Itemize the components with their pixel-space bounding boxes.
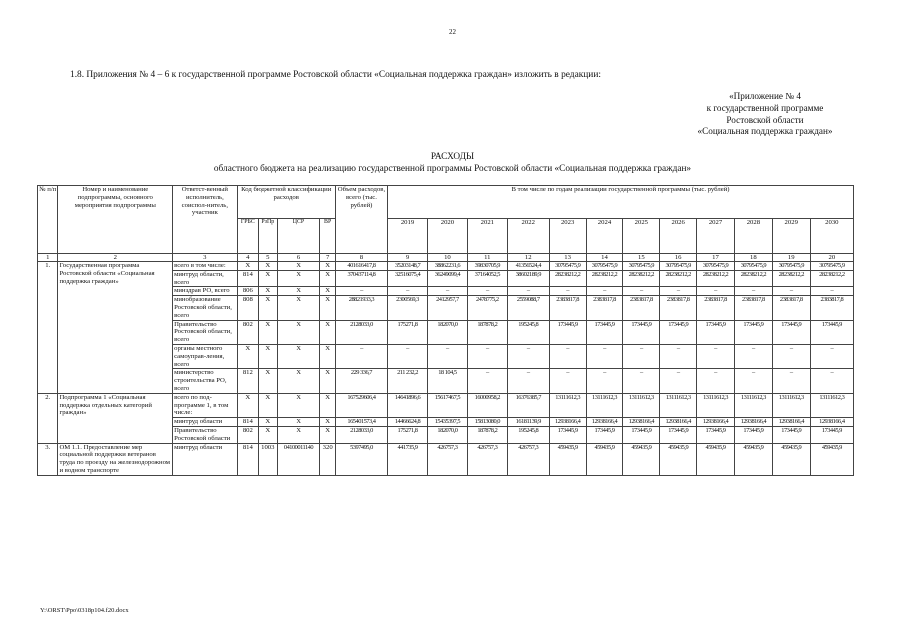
- row-year-value: –: [467, 369, 507, 393]
- row-year-value: –: [697, 369, 735, 393]
- row-total: 229 336,7: [335, 369, 387, 393]
- row-year-value: 173445,9: [549, 426, 586, 443]
- row-year-value: 173445,9: [772, 320, 810, 344]
- row-rzpr: X: [259, 418, 277, 427]
- row-year-value: 187878,2: [467, 320, 507, 344]
- appendix-caption: [640, 91, 890, 138]
- row-csr: X: [277, 262, 320, 271]
- row-number: 3.: [38, 443, 58, 475]
- row-year-value: 2478775,2: [467, 296, 507, 320]
- row-year-value: 2383817,8: [623, 296, 660, 320]
- row-executor: минтруд области: [173, 443, 237, 475]
- column-index: 2: [58, 254, 173, 262]
- row-year-value: 187878,2: [467, 426, 507, 443]
- header-csr: ЦСР: [277, 219, 320, 254]
- row-total: 167529606,4: [335, 393, 387, 417]
- row-year-value: 28238212,2: [586, 270, 623, 287]
- header-total: Объем расходов, всего (тыс. рублей): [335, 186, 387, 254]
- row-executor: всего по под-программе 1, в том числе:: [173, 393, 237, 417]
- row-year-value: 459435,9: [623, 443, 660, 475]
- row-executor: минобразование Ростовской области, всего: [173, 296, 237, 320]
- column-index: 6: [277, 254, 320, 262]
- row-rzpr: X: [259, 393, 277, 417]
- row-executor: минтруд области: [173, 418, 237, 427]
- row-total: 370437114,8: [335, 270, 387, 287]
- row-year-value: –: [623, 369, 660, 393]
- row-vr: X: [320, 270, 335, 287]
- row-year-value: 14466624,8: [388, 418, 428, 427]
- row-rzpr: X: [259, 270, 277, 287]
- row-year-value: 32516075,4: [388, 270, 428, 287]
- column-index: 18: [734, 254, 772, 262]
- row-year-value: 459435,9: [734, 443, 772, 475]
- appendix-line: «Социальная поддержка граждан»: [697, 126, 833, 137]
- row-total: 2128033,0: [335, 320, 387, 344]
- row-year-value: 13111612,3: [549, 393, 586, 417]
- row-year-value: 12938166,4: [660, 418, 697, 427]
- row-year-value: –: [734, 287, 772, 296]
- row-year-value: 195245,8: [507, 320, 549, 344]
- row-year-value: 173445,9: [734, 426, 772, 443]
- row-year-value: –: [734, 344, 772, 368]
- row-csr: X: [277, 418, 320, 427]
- row-year-value: –: [772, 369, 810, 393]
- row-year-value: 28238212,2: [697, 270, 735, 287]
- header-year: 2019: [388, 219, 428, 254]
- row-year-value: –: [586, 287, 623, 296]
- row-year-value: 12938166,4: [549, 418, 586, 427]
- intro-text: 1.8. Приложения № 4 – 6 к государственной программе Ростовской области «Социальная поддержка граждан» изложить в редакции:: [70, 70, 601, 80]
- row-grbs: 814: [237, 418, 258, 427]
- column-index: 11: [467, 254, 507, 262]
- row-year-value: 12938166,4: [697, 418, 735, 427]
- row-year-value: 175271,8: [388, 426, 428, 443]
- table-title: РАСХОДЫ: [430, 152, 475, 162]
- row-year-value: –: [507, 369, 549, 393]
- row-year-value: –: [660, 287, 697, 296]
- row-grbs: 814: [237, 443, 258, 475]
- row-year-value: 13111612,3: [734, 393, 772, 417]
- row-year-value: 173445,9: [660, 320, 697, 344]
- row-year-value: –: [697, 344, 735, 368]
- row-year-value: 459435,9: [772, 443, 810, 475]
- appendix-line: к государственной программе: [706, 102, 824, 113]
- row-year-value: 28238212,2: [772, 270, 810, 287]
- row-year-value: 2383817,8: [810, 296, 853, 320]
- column-index: 14: [586, 254, 623, 262]
- header-code-group: Код бюджетной классификации расходов: [237, 186, 335, 219]
- row-year-value: –: [697, 287, 735, 296]
- row-vr: X: [320, 296, 335, 320]
- row-total: 28821933,3: [335, 296, 387, 320]
- column-index: 5: [259, 254, 277, 262]
- row-csr: X: [277, 287, 320, 296]
- row-number: 2.: [38, 393, 58, 443]
- column-index: 13: [549, 254, 586, 262]
- row-year-value: –: [427, 287, 467, 296]
- row-vr: X: [320, 320, 335, 344]
- row-year-value: 2383817,8: [660, 296, 697, 320]
- row-year-value: 2300569,3: [388, 296, 428, 320]
- row-year-value: 28238212,2: [660, 270, 697, 287]
- row-total: 5397495,0: [335, 443, 387, 475]
- footer-path: Y:\ORST\Ppo\0318p104.f20.docx: [40, 607, 129, 614]
- header-year: 2029: [772, 219, 810, 254]
- row-year-value: 30795475,9: [697, 262, 735, 271]
- row-year-value: 175271,8: [388, 320, 428, 344]
- row-year-value: –: [772, 287, 810, 296]
- row-name: ОМ 1.1. Предоставление мер социальной поддержки ветеранов труда по проезду на железнодорожном и водном транспорте: [58, 443, 173, 475]
- row-csr: X: [277, 426, 320, 443]
- row-vr: X: [320, 369, 335, 393]
- row-year-value: 173445,9: [586, 426, 623, 443]
- row-year-value: 12938166,4: [586, 418, 623, 427]
- row-year-value: 173445,9: [734, 320, 772, 344]
- row-year-value: 30795475,9: [734, 262, 772, 271]
- row-year-value: 459435,9: [810, 443, 853, 475]
- column-index: 8: [335, 254, 387, 262]
- row-year-value: 2383817,8: [586, 296, 623, 320]
- row-year-value: –: [427, 344, 467, 368]
- row-csr: 04100011140: [277, 443, 320, 475]
- row-csr: X: [277, 296, 320, 320]
- row-grbs: 814: [237, 270, 258, 287]
- row-year-value: 173445,9: [586, 320, 623, 344]
- appendix-line: Ростовской области: [726, 114, 804, 125]
- row-year-value: 2559088,7: [507, 296, 549, 320]
- row-year-value: 182070,0: [427, 320, 467, 344]
- header-year: 2024: [586, 219, 623, 254]
- row-year-value: 30795475,9: [772, 262, 810, 271]
- row-year-value: 459435,9: [660, 443, 697, 475]
- row-year-value: –: [772, 344, 810, 368]
- row-year-value: 15435397,5: [427, 418, 467, 427]
- row-csr: X: [277, 393, 320, 417]
- row-csr: X: [277, 270, 320, 287]
- header-rzpr: РзПр: [259, 219, 277, 254]
- row-executor: минздрав РО, всего: [173, 287, 237, 296]
- row-year-value: 426757,3: [507, 443, 549, 475]
- row-executor: Правительство Ростовской области, всего: [173, 320, 237, 344]
- row-year-value: 41356524,4: [507, 262, 549, 271]
- row-year-value: 182070,0: [427, 426, 467, 443]
- row-year-value: 459435,9: [697, 443, 735, 475]
- header-name: Номер и наименование подпрограммы, основного мероприятия подпрограммы: [58, 186, 173, 254]
- row-grbs: 806: [237, 287, 258, 296]
- row-grbs: 808: [237, 296, 258, 320]
- header-executor: Ответст-венный исполнитель, соиспол-нитель, участник: [173, 186, 237, 254]
- row-csr: X: [277, 369, 320, 393]
- row-year-value: 12938166,4: [772, 418, 810, 427]
- row-total: –: [335, 287, 387, 296]
- row-rzpr: X: [259, 262, 277, 271]
- row-vr: X: [320, 426, 335, 443]
- table-row: [38, 262, 854, 271]
- column-index: 16: [660, 254, 697, 262]
- row-grbs: 802: [237, 426, 258, 443]
- header-year: 2020: [427, 219, 467, 254]
- row-year-value: 441735,9: [388, 443, 428, 475]
- row-year-value: 459435,9: [549, 443, 586, 475]
- row-year-value: 173445,9: [810, 426, 853, 443]
- row-rzpr: X: [259, 296, 277, 320]
- column-index: 15: [623, 254, 660, 262]
- row-rzpr: X: [259, 426, 277, 443]
- header-year: 2026: [660, 219, 697, 254]
- row-year-value: –: [660, 369, 697, 393]
- row-year-value: 173445,9: [549, 320, 586, 344]
- row-year-value: 173445,9: [660, 426, 697, 443]
- row-year-value: 173445,9: [697, 426, 735, 443]
- row-executor: органы местного самоуправ-ления, всего: [173, 344, 237, 368]
- row-grbs: X: [237, 262, 258, 271]
- row-year-value: –: [810, 287, 853, 296]
- row-year-value: 13111612,3: [660, 393, 697, 417]
- row-year-value: –: [810, 344, 853, 368]
- row-total: –: [335, 344, 387, 368]
- row-csr: X: [277, 344, 320, 368]
- header-num: № п/п: [38, 186, 58, 254]
- row-year-value: 2412957,7: [427, 296, 467, 320]
- column-index: 17: [697, 254, 735, 262]
- column-index: 10: [427, 254, 467, 262]
- row-year-value: –: [467, 287, 507, 296]
- row-year-value: 173445,9: [623, 426, 660, 443]
- row-year-value: 18 104,5: [427, 369, 467, 393]
- table-subtitle: областного бюджета на реализацию государственной программы Ростовской области «Социальная поддержка граждан»: [213, 164, 692, 174]
- row-year-value: 2383817,8: [697, 296, 735, 320]
- row-year-value: 459435,9: [586, 443, 623, 475]
- row-total: 2128033,0: [335, 426, 387, 443]
- header-year: 2030: [810, 219, 853, 254]
- row-year-value: 173445,9: [697, 320, 735, 344]
- row-year-value: 13111612,3: [772, 393, 810, 417]
- row-year-value: 30795475,9: [549, 262, 586, 271]
- column-index: 12: [507, 254, 549, 262]
- row-grbs: 802: [237, 320, 258, 344]
- row-year-value: 30795475,9: [660, 262, 697, 271]
- row-year-value: 173445,9: [772, 426, 810, 443]
- row-name: Государственная программа Ростовской области «Социальная поддержка граждан»: [58, 262, 173, 394]
- column-index: 20: [810, 254, 853, 262]
- row-year-value: 38602189,9: [507, 270, 549, 287]
- column-index: 1: [38, 254, 58, 262]
- row-number: 1.: [38, 262, 58, 394]
- row-year-value: –: [549, 369, 586, 393]
- row-grbs: X: [237, 344, 258, 368]
- row-rzpr: 1003: [259, 443, 277, 475]
- row-year-value: 30795475,9: [810, 262, 853, 271]
- page-number: 22: [449, 28, 456, 36]
- row-year-value: 195245,8: [507, 426, 549, 443]
- row-grbs: 812: [237, 369, 258, 393]
- header-year: 2025: [623, 219, 660, 254]
- row-year-value: 30795475,9: [623, 262, 660, 271]
- row-year-value: 13111612,3: [586, 393, 623, 417]
- row-year-value: –: [586, 369, 623, 393]
- row-grbs: X: [237, 393, 258, 417]
- row-name: Подпрограмма 1 «Социальная поддержка отдельных категорий граждан»: [58, 393, 173, 443]
- header-year: 2027: [697, 219, 735, 254]
- row-year-value: –: [388, 287, 428, 296]
- row-vr: X: [320, 344, 335, 368]
- row-year-value: –: [467, 344, 507, 368]
- row-year-value: –: [388, 344, 428, 368]
- row-year-value: 2383817,8: [772, 296, 810, 320]
- row-executor: министерство строительства РО, всего: [173, 369, 237, 393]
- column-index: 19: [772, 254, 810, 262]
- row-year-value: 13111612,3: [623, 393, 660, 417]
- expenses-table: [37, 185, 854, 476]
- appendix-line: «Приложение № 4: [729, 91, 801, 101]
- row-year-value: –: [660, 344, 697, 368]
- row-rzpr: X: [259, 344, 277, 368]
- row-year-value: 28238212,2: [623, 270, 660, 287]
- row-year-value: 211 232,2: [388, 369, 428, 393]
- row-year-value: 35203148,7: [388, 262, 428, 271]
- row-vr: 320: [320, 443, 335, 475]
- column-index: 9: [388, 254, 428, 262]
- column-index: 7: [320, 254, 335, 262]
- row-year-value: –: [507, 287, 549, 296]
- row-year-value: 12938166,4: [623, 418, 660, 427]
- row-csr: X: [277, 320, 320, 344]
- row-total: 165401573,4: [335, 418, 387, 427]
- row-year-value: –: [549, 344, 586, 368]
- header-year: 2028: [734, 219, 772, 254]
- header-grbs: ГРБС: [237, 219, 258, 254]
- row-year-value: –: [734, 369, 772, 393]
- row-vr: X: [320, 262, 335, 271]
- header-year: 2022: [507, 219, 549, 254]
- row-vr: X: [320, 393, 335, 417]
- row-year-value: 16000958,2: [467, 393, 507, 417]
- table-row: [38, 393, 854, 417]
- row-year-value: 36249099,4: [427, 270, 467, 287]
- row-year-value: 2383817,8: [549, 296, 586, 320]
- row-year-value: –: [810, 369, 853, 393]
- row-year-value: 16376385,7: [507, 393, 549, 417]
- column-index: 4: [237, 254, 258, 262]
- row-year-value: 30795475,9: [586, 262, 623, 271]
- row-year-value: 28238212,2: [549, 270, 586, 287]
- row-rzpr: X: [259, 287, 277, 296]
- row-vr: X: [320, 418, 335, 427]
- row-year-value: 28238212,2: [734, 270, 772, 287]
- table-row: [38, 443, 854, 475]
- row-year-value: 15617467,5: [427, 393, 467, 417]
- row-year-value: 15813080,0: [467, 418, 507, 427]
- row-year-value: 28238212,2: [810, 270, 853, 287]
- row-year-value: –: [623, 287, 660, 296]
- row-year-value: 14641896,6: [388, 393, 428, 417]
- row-year-value: –: [507, 344, 549, 368]
- row-year-value: 173445,9: [623, 320, 660, 344]
- row-executor: Правительство Ростовской области: [173, 426, 237, 443]
- row-year-value: 16181139,9: [507, 418, 549, 427]
- header-years-group: В том числе по годам реализации государственной программы (тыс. рублей): [388, 186, 854, 219]
- row-total: 401616417,8: [335, 262, 387, 271]
- row-year-value: 37164052,5: [467, 270, 507, 287]
- row-year-value: 173445,9: [810, 320, 853, 344]
- row-executor: минтруд области, всего: [173, 270, 237, 287]
- row-year-value: –: [549, 287, 586, 296]
- header-year: 2023: [549, 219, 586, 254]
- row-year-value: 13111612,3: [810, 393, 853, 417]
- row-year-value: –: [623, 344, 660, 368]
- row-rzpr: X: [259, 320, 277, 344]
- row-year-value: 39830705,9: [467, 262, 507, 271]
- row-year-value: 426757,3: [467, 443, 507, 475]
- row-rzpr: X: [259, 369, 277, 393]
- row-year-value: 426757,3: [427, 443, 467, 475]
- row-year-value: 2383817,8: [734, 296, 772, 320]
- row-year-value: 12938166,4: [810, 418, 853, 427]
- header-year: 2021: [467, 219, 507, 254]
- row-year-value: 38862231,6: [427, 262, 467, 271]
- row-vr: X: [320, 287, 335, 296]
- row-executor: всего в том числе:: [173, 262, 237, 271]
- row-year-value: 12938166,4: [734, 418, 772, 427]
- row-year-value: –: [586, 344, 623, 368]
- header-vr: ВР: [320, 219, 335, 254]
- column-index: 3: [173, 254, 237, 262]
- row-year-value: 13111612,3: [697, 393, 735, 417]
